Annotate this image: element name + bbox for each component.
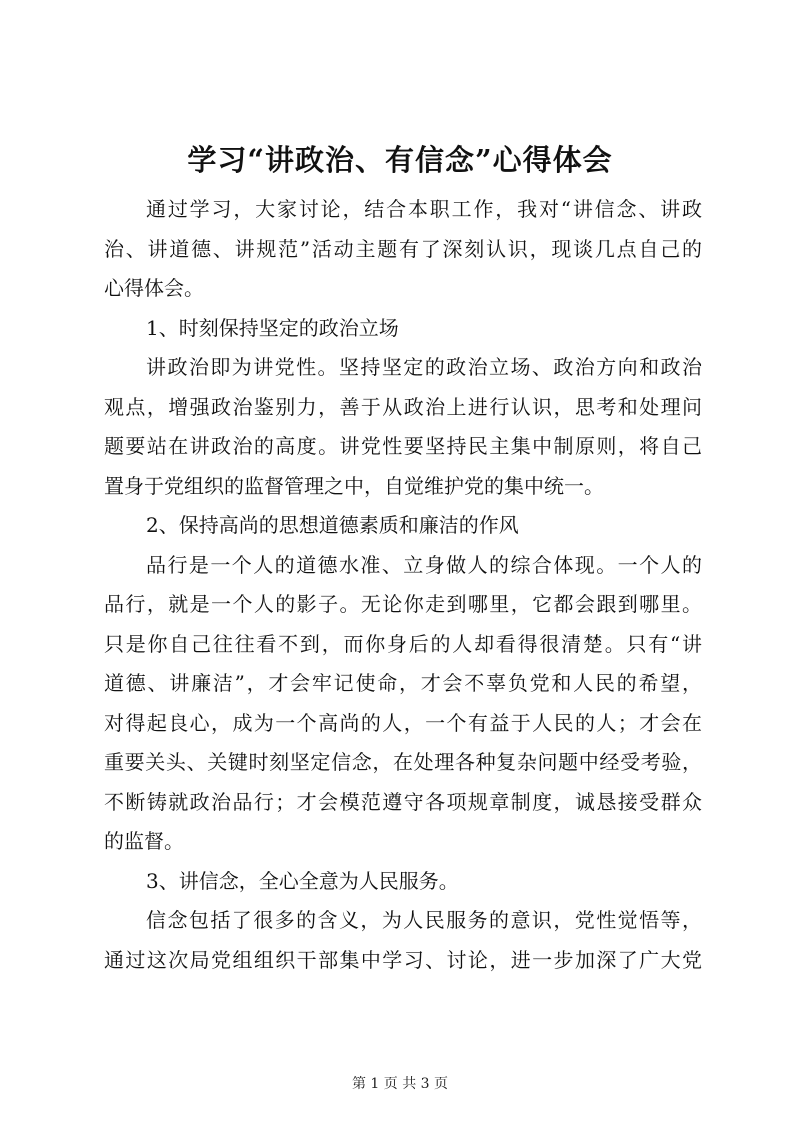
paragraph-line: 观点，增强政治鉴别力，善于从政治上进行认识，思考和处理问 xyxy=(104,394,702,419)
paragraph-line: 通过这次局党组组织干部集中学习、讨论，进一步加深了广大党 xyxy=(104,947,702,972)
paragraph-line: 品行是一个人的道德水准、立身做人的综合体现。一个人的 xyxy=(146,552,702,577)
section-heading: 2、保持高尚的思想道德素质和廉洁的作风 xyxy=(146,513,519,537)
paragraph-line: 道德、讲廉洁”，才会牢记使命，才会不辜负党和人民的希望， xyxy=(104,671,702,695)
section-heading: 3、讲信念，全心全意为人民服务。 xyxy=(146,868,459,893)
document-body xyxy=(104,190,702,980)
page-number: 第 1 页 共 3 页 xyxy=(351,1076,449,1092)
document-title: 学习“讲政治、有信念”心得体会 xyxy=(187,143,613,177)
paragraph-line: 讲政治即为讲党性。坚持坚定的政治立场、政治方向和政治 xyxy=(146,355,702,379)
paragraph-line: 治、讲道德、讲规范”活动主题有了深刻认识，现谈几点自己的 xyxy=(104,236,702,261)
paragraph-line: 重要关头、关键时刻坚定信念，在处理各种复杂问题中经受考验， xyxy=(104,750,702,774)
paragraph-line: 信念包括了很多的含义，为人民服务的意识，党性觉悟等， xyxy=(146,908,702,932)
section-heading: 1、时刻保持坚定的政治立场 xyxy=(146,315,399,340)
paragraph-line: 心得体会。 xyxy=(104,276,204,300)
paragraph-line: 题要站在讲政治的高度。讲党性要坚持民主集中制原则，将自己 xyxy=(104,434,702,458)
paragraph-line: 通过学习，大家讨论，结合本职工作，我对“讲信念、讲政 xyxy=(146,197,702,221)
paragraph-line: 置身于党组织的监督管理之中，自觉维护党的集中统一。 xyxy=(104,473,604,498)
paragraph-line: 的监督。 xyxy=(104,829,184,853)
paragraph-line: 对得起良心，成为一个高尚的人，一个有益于人民的人；才会在 xyxy=(104,710,702,735)
paragraph-line: 品行，就是一个人的影子。无论你走到哪里，它都会跟到哪里。 xyxy=(104,592,702,616)
paragraph-line: 只是你自己往往看不到，而你身后的人却看得很清楚。只有“讲 xyxy=(104,631,702,656)
paragraph-line: 不断铸就政治品行；才会模范遵守各项规章制度，诚恳接受群众 xyxy=(104,789,702,814)
